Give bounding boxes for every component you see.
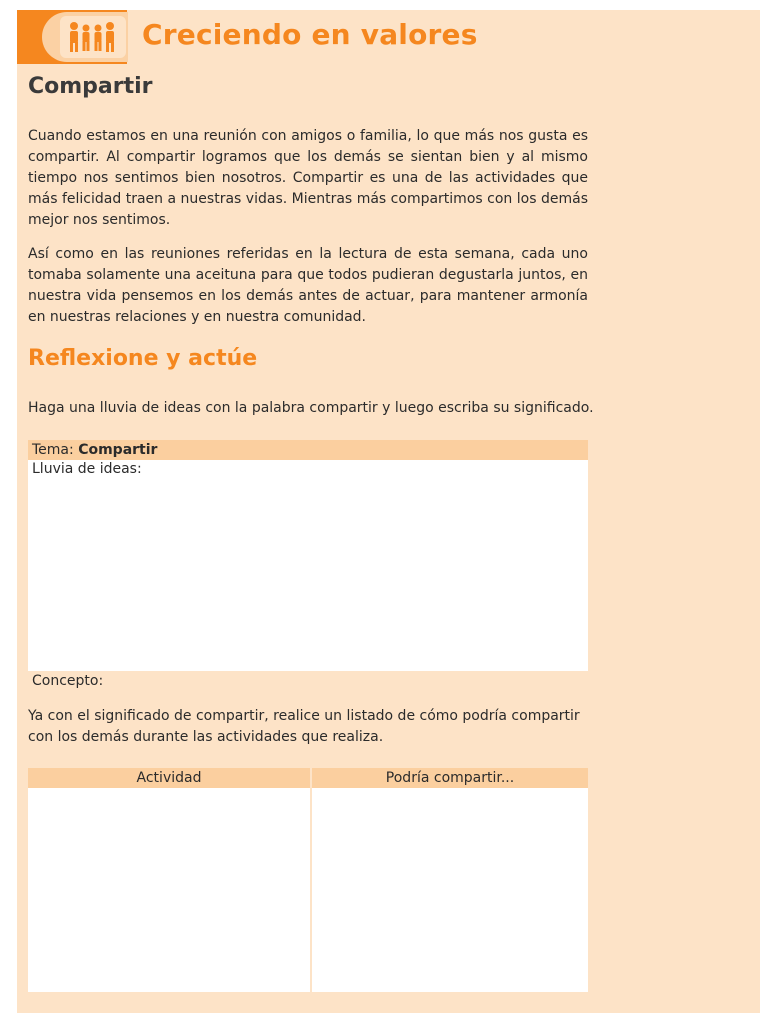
paragraph-1: Cuando estamos en una reunión con amigos o familia, lo que más nos gusta es compartir. Al compartir logramos que los demás se sientan bien y al mismo tiempo nos sentimos bien nosotros. Compartir es una de las actividades que más felicidad traen a nuestras vidas. Mientras más compartimos con los demás mejor nos sentimos.	[28, 128, 588, 228]
tema-label: Tema:	[32, 442, 74, 458]
brainstorm-box[interactable]	[28, 440, 588, 692]
compartir-column[interactable]	[312, 768, 588, 992]
lluvia-label: Lluvia de ideas:	[32, 461, 142, 477]
header-logo	[42, 12, 128, 62]
compartir-header: Podría compartir...	[312, 768, 588, 788]
instruction-1: Haga una lluvia de ideas con la palabra compartir y luego escriba su significado.	[28, 400, 594, 416]
family-icon	[60, 16, 126, 58]
actividad-column[interactable]	[28, 768, 310, 992]
section-title: Compartir	[28, 74, 153, 99]
header-title: Creciendo en valores	[142, 18, 478, 51]
instruction-2: Ya con el significado de compartir, realice un listado de cómo podría compartir con los demás durante las actividades que realiza.	[28, 708, 580, 745]
tema-value: Compartir	[78, 442, 158, 458]
actividad-header: Actividad	[28, 768, 310, 788]
concepto-label[interactable]: Concepto:	[28, 671, 588, 692]
activity-table	[28, 768, 588, 992]
paragraph-2: Así como en las reuniones referidas en la lectura de esta semana, cada uno tomaba solamente una aceituna para que todos pudieran degustarla juntos, en nuestra vida pensemos en los demás antes de actuar, para mantener armonía en nuestras relaciones y en nuestra comunidad.	[28, 246, 588, 325]
logo-panel	[60, 16, 126, 58]
reflexion-title: Reflexione y actúe	[28, 346, 258, 371]
tema-row	[28, 440, 588, 460]
